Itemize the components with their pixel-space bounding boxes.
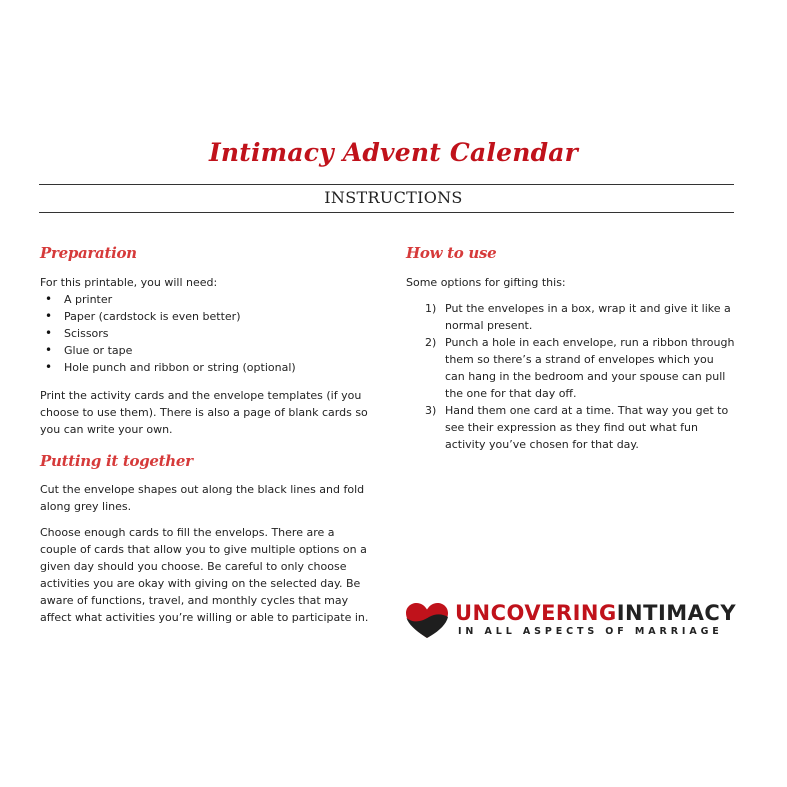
- page-subtitle: INSTRUCTIONS: [324, 188, 463, 207]
- heart-icon: [405, 602, 449, 640]
- step-number: 3): [425, 404, 437, 417]
- list-item: • A printer: [40, 291, 370, 308]
- list-item: [406, 300, 736, 334]
- putting-together-heading: Putting it together: [40, 452, 193, 470]
- right-column: [406, 244, 736, 453]
- putting-together-paragraph-1: Cut the envelope shapes out along the black lines and fold along grey lines.: [40, 483, 365, 513]
- preparation-note: Print the activity cards and the envelope templates (if you choose to use them). There is also a page of blank cards so you can write your own.: [40, 389, 368, 436]
- preparation-heading: Preparation: [40, 244, 137, 262]
- left-column: [40, 244, 370, 626]
- divider-top: [39, 184, 734, 185]
- step-text: Hand them one card at a time. That way you get to see their expression as they find out what fun activity you’ve chosen for that day.: [445, 404, 729, 451]
- logo-word-intimacy: INTIMACY: [616, 601, 737, 625]
- list-item: • Paper (cardstock is even better): [40, 308, 370, 325]
- how-to-use-heading: How to use: [406, 244, 497, 262]
- gifting-options-list: [406, 300, 736, 453]
- step-text: Punch a hole in each envelope, run a ribbon through them so there’s a strand of envelopes which you can hang in the bedroom and your spouse can pull the one for that day off.: [445, 336, 735, 400]
- how-to-use-intro: Some options for gifting this:: [406, 276, 566, 289]
- list-item: [406, 402, 736, 453]
- logo-word-uncovering: UNCOVERING: [455, 601, 617, 625]
- supplies-list: [40, 291, 370, 376]
- preparation-intro: For this printable, you will need:: [40, 276, 218, 289]
- page-title: Intimacy Advent Calendar: [208, 138, 579, 167]
- list-item: • Hole punch and ribbon or string (optional): [40, 359, 370, 376]
- divider-bottom: [39, 212, 734, 213]
- list-item: • Scissors: [40, 325, 370, 342]
- step-number: 2): [425, 336, 437, 349]
- step-number: 1): [425, 302, 437, 315]
- logo-wordmark: [455, 601, 736, 625]
- brand-logo: [405, 600, 735, 642]
- step-text: Put the envelopes in a box, wrap it and give it like a normal present.: [445, 302, 731, 332]
- list-item: • Glue or tape: [40, 342, 370, 359]
- list-item: [406, 334, 736, 402]
- logo-tagline: IN ALL ASPECTS OF MARRIAGE: [458, 626, 723, 637]
- putting-together-paragraph-2: Choose enough cards to fill the envelops. There are a couple of cards that allow you to give multiple options on a given day should you choose. Be careful to only choose activities you are okay with giving on the selected day. Be aware of functions, travel, and monthly cycles that may affect what activities you’re willing or able to participate in.: [40, 526, 369, 624]
